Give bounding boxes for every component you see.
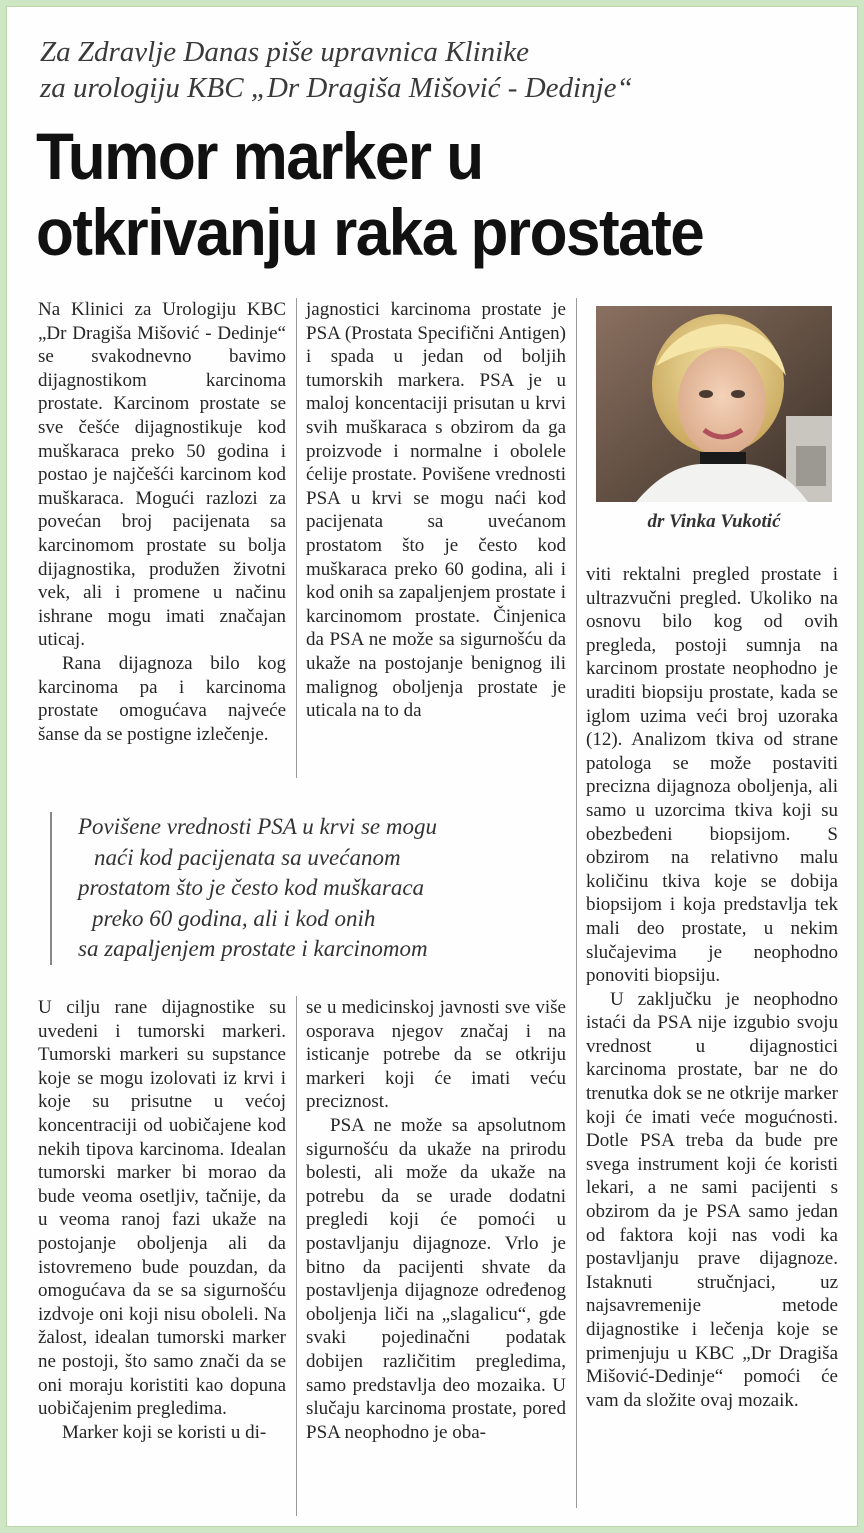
- paragraph: U cilju rane dijagnostike su uvedeni i tumorski markeri. Tumorski markeri su supstance koje se mogu izolovati iz krvi i koje su prisutne u većoj koncentraciji od uobičajene kod nekih tipova karcinoma. Idealan tumorski marker bi morao da bude veoma osetljiv, tačnije, da u veoma ranoj fazi ukaže na postojanje oboljenja ali da istovremeno bude pouzdan, da omogućava da se sa sigurnošću izdvoje oni koji nisu oboleli. Na žalost, idealan tumorski marker ne postoji, što samo znači da se oni moraju koristiti kao dopuna uobičajenim pregledima.: [38, 997, 286, 1420]
- text-column-3: [586, 563, 838, 1412]
- paragraph: U zaključku je neophodno istaći da PSA nije izgubio svoju vrednost u dijagnostici karcinoma prostate, bar ne do trenutka dok se ne otkrije marker koji će imati veće mogućnosti. Dotle PSA treba da bude pre svega instrument koji će koristi lekari, a ne sami pacijenti s obzirom da je PSA samo jedan od faktora koji nas vodi ka postavljanju prave dijagnoze. Istaknuti stručnjaci, uz najsavremenije metode dijagnostike i lečenja koje se primenjuju u KBC „Dr Dragiša Mišović-Dedinje“ pomoći će vam da složite ovaj mozaik.: [586, 988, 838, 1411]
- paragraph: viti rektalni pregled prostate i ultrazvučni pregled. Ukoliko na osnovu bilo kog od ovih pregleda, postoji sumnja na karcinom prostate neophodno je uraditi biopsiju prostate, kada se iglom uzima veći broj uzoraka (12). Analizom tkiva od strane patologa se može postaviti precizna dijagnoza oboljenja, ali samo u uzorcima tkiva koji su obezbeđeni biopsijom. S obzirom na relativno malu količinu tkiva koje se dobija biopsijom i koja predstavlja tek mali deo prostate, u nekim slučajevima je neophodno ponoviti biopsiju.: [586, 564, 838, 987]
- pull-quote-line: sa zapaljenjem prostate i karcinomom: [78, 936, 428, 961]
- pull-quote-line: naći kod pacijenata sa uvećanom: [94, 844, 401, 870]
- article-kicker: [40, 34, 840, 106]
- paragraph: jagnostici karcinoma prostate je PSA (Prostata Specifični Antigen) i spada u jedan od boljih tumorskih markera. PSA je u maloj koncentaciji prisutan u krvi svih muškaraca s obzirom da ga proizvode i normalne i obolele ćelije prostate. Povišene vrednosti PSA u krvi se mogu naći kod pacijenata sa uvećanom prostatom što je često kod muškaraca preko 60 godina, ali i kod onih sa zapaljenjem prostate i karcinomom prostate. Činjenica da PSA ne može sa sigurnošću da ukaže na postojanje benignog ili malignog oboljenja prostate je uticala na to da: [306, 299, 566, 722]
- column-divider: [296, 996, 297, 1516]
- paragraph: se u medicinskoj javnosti sve više osporava njegov značaj i na isticanje potrebe da se otkriju markeri koji će imati veću preciznost.: [306, 997, 566, 1113]
- kicker-line-1: Za Zdravlje Danas piše upravnica Klinike: [40, 36, 529, 68]
- paragraph: Marker koji se koristi u di-: [62, 1421, 267, 1443]
- headline-line-2: otkrivanju raka prostate: [36, 195, 704, 269]
- photo-caption: dr Vinka Vukotić: [647, 511, 781, 532]
- text-column-4: [38, 996, 286, 1444]
- author-photo: [596, 306, 832, 502]
- kicker-line-2: za urologiju KBC „Dr Dragiša Mišović - Dedinje“: [40, 72, 633, 104]
- pull-quote-line: prostatom što je često kod muškaraca: [78, 875, 425, 900]
- pull-quote-line: preko 60 godina, ali i kod onih: [92, 905, 376, 931]
- portrait-image: [596, 306, 832, 502]
- column-divider: [296, 298, 297, 778]
- article-headline: [36, 118, 797, 270]
- paragraph: PSA ne može sa apsolutnom sigurnošću da ukaže na prirodu bolesti, ali može da ukaže na potrebu da se urade dodatni pregledi koji će pomoći u postavljanju dijagnoze. Vrlo je bitno da pacijenti shvate da postavljenja dijagnoze određenog oboljenja liči na „slagalicu“, gde svaki pojedinačni podatak dobijen različitim pregledima, samo predstavlja deo mozaika. U slučaju karcinoma prostate, pored PSA neophodno je oba-: [306, 1114, 566, 1443]
- text-column-1: [38, 298, 286, 746]
- text-column-5: [306, 996, 566, 1444]
- text-column-2: [306, 298, 566, 723]
- pull-quote: [50, 812, 598, 965]
- headline-line-1: Tumor marker u: [36, 119, 483, 193]
- paragraph: Na Klinici za Urologiju KBC „Dr Dragiša Mišović - Dedinje“ se svakodnevno bavimo dijagnostikom karcinoma prostate. Karcinom prostate se sve češće dijagnostikuje kod muškaraca preko 50 godina i postao je najčešći karcinom kod muškaraca. Mogući razlozi za povećan broj pacijenata sa karcinomom prostate su bolja dijagnostika, produžen životni vek, ali i promene u načinu ishrane mogu imati značajan uticaj.: [38, 299, 286, 651]
- paragraph: Rana dijagnoza bilo kog karcinoma pa i karcinoma prostate omogućava najveće šanse da se postigne izlečenje.: [38, 652, 286, 745]
- pull-quote-line: Povišene vrednosti PSA u krvi se mogu: [78, 814, 437, 839]
